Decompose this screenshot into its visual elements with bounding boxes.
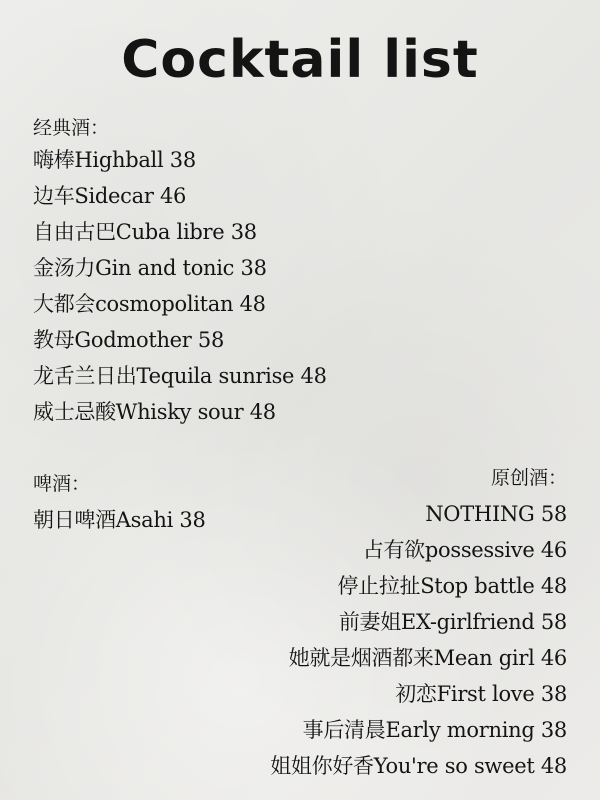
menu-item: 朝日啤酒Asahi 38 <box>33 508 206 532</box>
menu-item: 龙舌兰日出Tequila sunrise 48 <box>33 364 327 388</box>
menu-item: 事后清晨Early morning 38 <box>302 718 567 742</box>
menu-item: 初恋First love 38 <box>395 682 567 706</box>
menu-item: 大都会cosmopolitan 48 <box>33 292 266 316</box>
classic-list <box>33 142 327 430</box>
menu-item: 边车Sidecar 46 <box>33 184 187 208</box>
classic-section <box>33 114 327 430</box>
original-section <box>270 464 567 784</box>
original-heading: 原创酒： <box>490 467 567 489</box>
menu-item: 嗨棒Highball 38 <box>33 148 196 172</box>
menu-item: 前妻姐EX-girlfriend 58 <box>338 610 567 634</box>
menu-item: 自由古巴Cuba libre 38 <box>33 220 257 244</box>
beer-section <box>33 470 206 538</box>
page-title: Cocktail list <box>121 30 479 90</box>
menu-item: 姐姐你好香You're so sweet 48 <box>270 754 567 778</box>
original-list <box>270 496 567 784</box>
menu-item: 金汤力Gin and tonic 38 <box>33 256 267 280</box>
menu-item: 教母Godmother 58 <box>33 328 225 352</box>
menu-item: 她就是烟酒都来Mean girl 46 <box>288 646 567 670</box>
classic-heading: 经典酒： <box>33 117 110 139</box>
menu-item: 威士忌酸Whisky sour 48 <box>33 400 276 424</box>
beer-list <box>33 502 206 538</box>
beer-heading: 啤酒： <box>33 473 91 495</box>
menu-item: NOTHING 58 <box>425 502 567 526</box>
menu-item: 停止拉扯Stop battle 48 <box>337 574 567 598</box>
menu-item: 占有欲possessive 46 <box>362 538 567 562</box>
